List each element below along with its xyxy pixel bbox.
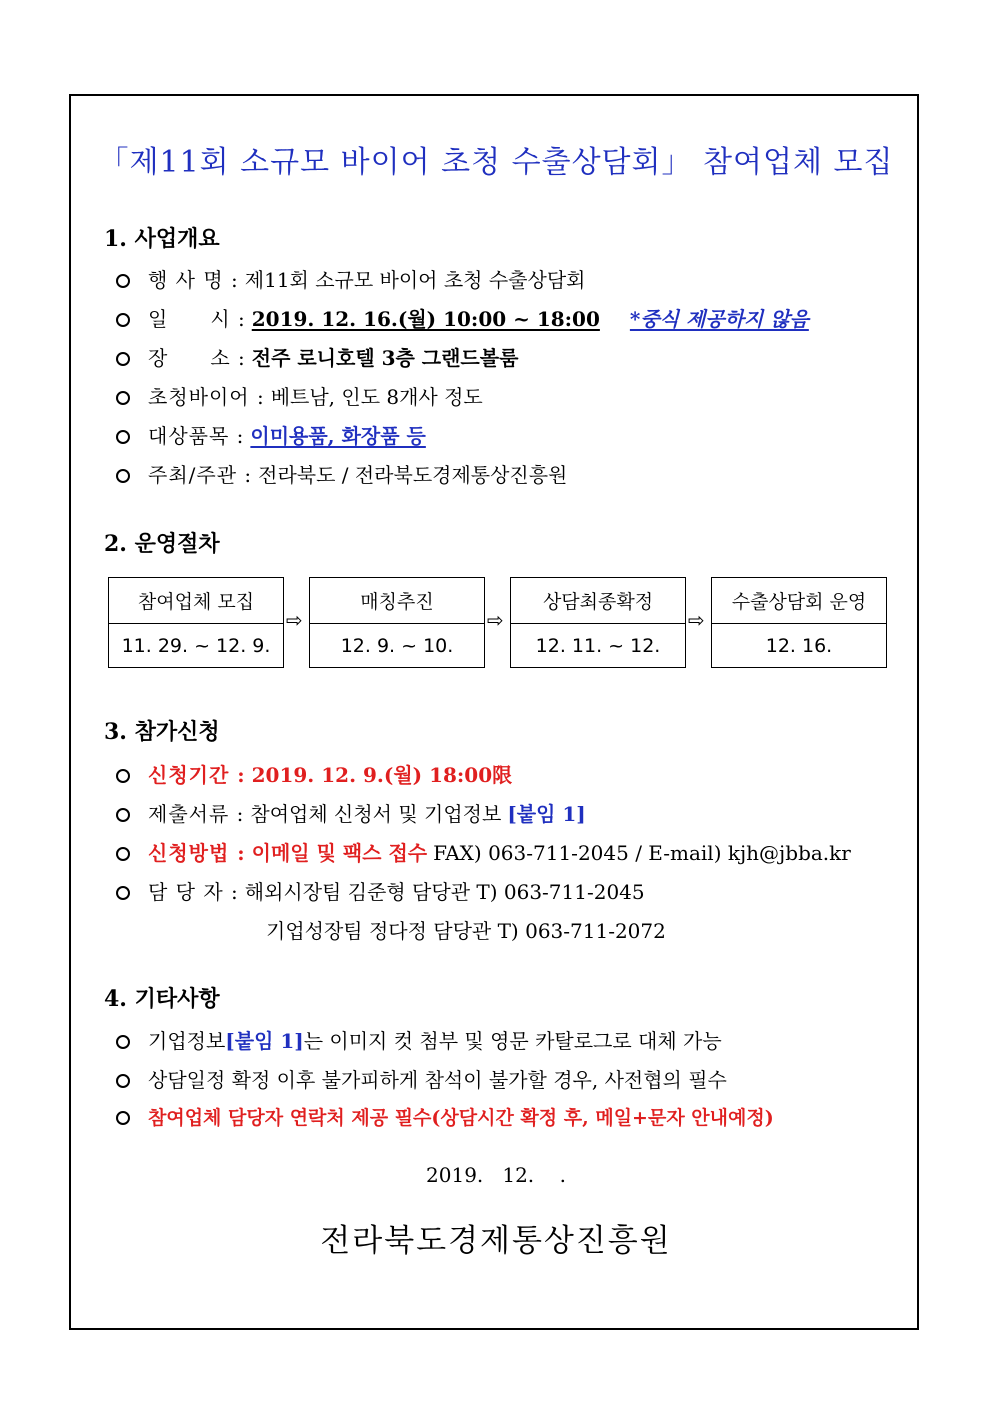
note-2-text: 상담일정 확정 이후 불가피하게 참석이 불가할 경우, 사전협의 필수 [148,1068,727,1092]
section-4-heading: 4. 기타사항 [104,986,220,1012]
right-arrow-icon: ⇨ [688,608,705,632]
note-row-3 [116,1103,774,1130]
bullet-circle-icon [116,352,130,366]
note-1-text: 는 이미지 컷 첨부 및 영문 카탈로그로 대체 가능 [303,1029,722,1053]
bullet-circle-icon [116,847,130,861]
documents-label: 제출서류 : [148,802,245,826]
process-step-period: 12. 11. ~ 12. [535,635,661,657]
bullet-circle-icon [116,274,130,288]
process-step-3 [510,577,686,668]
event-date-value: 2019. 12. 16.(월) 10:00 ~ 18:00 [251,307,600,331]
event-name-label: 행 사 명 : [148,268,239,292]
event-date-label: 일 시 : [148,307,246,331]
event-name-row [116,264,585,293]
contact-person-2: 기업성장팀 정다정 담당관 T) 063-711-2072 [266,919,666,943]
note-3-text: 참여업체 담당자 연락처 제공 필수(상담시간 확정 후, 메일+문자 안내예정) [148,1107,774,1129]
process-step-period: 12. 9. ~ 10. [340,635,454,657]
target-items-label: 대상품목 : [148,424,245,448]
document-title: 「제11회 소규모 바이어 초청 수출상담회」 참여업체 모집 [98,145,894,180]
section-2-heading: 2. 운영절차 [104,531,220,557]
process-step-4 [711,577,887,668]
event-place-value: 전주 로니호텔 3층 그랜드볼룸 [251,346,519,370]
bullet-circle-icon [116,808,130,822]
contact-label: 담 당 자 : [148,880,239,904]
lunch-note: *중식 제공하지 않음 [629,307,809,331]
process-step-name: 수출상담회 운영 [712,578,886,624]
section-3-heading: 3. 참가신청 [104,719,220,745]
bullet-circle-icon [116,1111,130,1125]
apply-period-value: 2019. 12. 9.(월) 18:00限 [251,763,513,787]
process-step-2 [309,577,485,668]
apply-contact-info: FAX) 063-711-2045 / E-mail) kjh@jbba.kr [433,841,851,865]
apply-method-row [116,837,851,866]
apply-period-label: 신청기간 : [148,763,246,787]
target-items-value: 이미용품, 화장품 등 [250,424,426,448]
event-place-row [116,342,518,371]
contact-person-1: 해외시장팀 김준형 담당관 T) 063-711-2045 [244,880,645,904]
buyer-value: 베트남, 인도 8개사 정도 [270,385,483,409]
contact-row [116,876,645,905]
note-row-1 [116,1025,722,1054]
attachment-1-ref: [붙임 1] [507,802,586,826]
process-step-period: 11. 29. ~ 12. 9. [121,635,271,657]
target-items-row [116,420,426,449]
issue-date: 2019. 12. . [426,1163,566,1187]
process-step-name: 상담최종확정 [511,578,685,624]
buyer-row [116,381,483,410]
process-step-name: 참여업체 모집 [109,578,283,624]
contact-row-2 [266,915,666,944]
apply-method-value: 이메일 및 팩스 접수 [251,841,428,865]
bullet-circle-icon [116,391,130,405]
host-value: 전라북도 / 전라북도경제통상진흥원 [258,463,568,487]
right-arrow-icon: ⇨ [487,608,504,632]
note-1-prefix: 기업정보 [148,1029,226,1053]
bullet-circle-icon [116,769,130,783]
event-date-row [116,303,809,332]
documents-row [116,798,586,827]
section-1-heading: 1. 사업개요 [104,226,220,252]
process-step-name: 매칭추진 [310,578,484,624]
bullet-circle-icon [116,430,130,444]
attachment-1-ref: [붙임 1] [225,1029,304,1053]
note-row-2 [116,1064,727,1093]
process-step-period: 12. 16. [765,635,833,657]
right-arrow-icon: ⇨ [286,608,303,632]
documents-value: 참여업체 신청서 및 기업정보 [250,802,502,826]
apply-period-row [116,759,512,788]
event-place-label: 장 소 : [148,346,246,370]
bullet-circle-icon [116,1035,130,1049]
bullet-circle-icon [116,469,130,483]
bullet-circle-icon [116,313,130,327]
bullet-circle-icon [116,1074,130,1088]
bullet-circle-icon [116,886,130,900]
buyer-label: 초청바이어 : [148,385,265,409]
organization-name: 전라북도경제통상진흥원 [320,1223,672,1259]
host-row [116,459,567,488]
host-label: 주최/주관 : [148,463,253,487]
apply-method-label: 신청방법 : [148,841,246,865]
process-step-1 [108,577,284,668]
event-name-value: 제11회 소규모 바이어 초청 수출상담회 [244,268,586,292]
